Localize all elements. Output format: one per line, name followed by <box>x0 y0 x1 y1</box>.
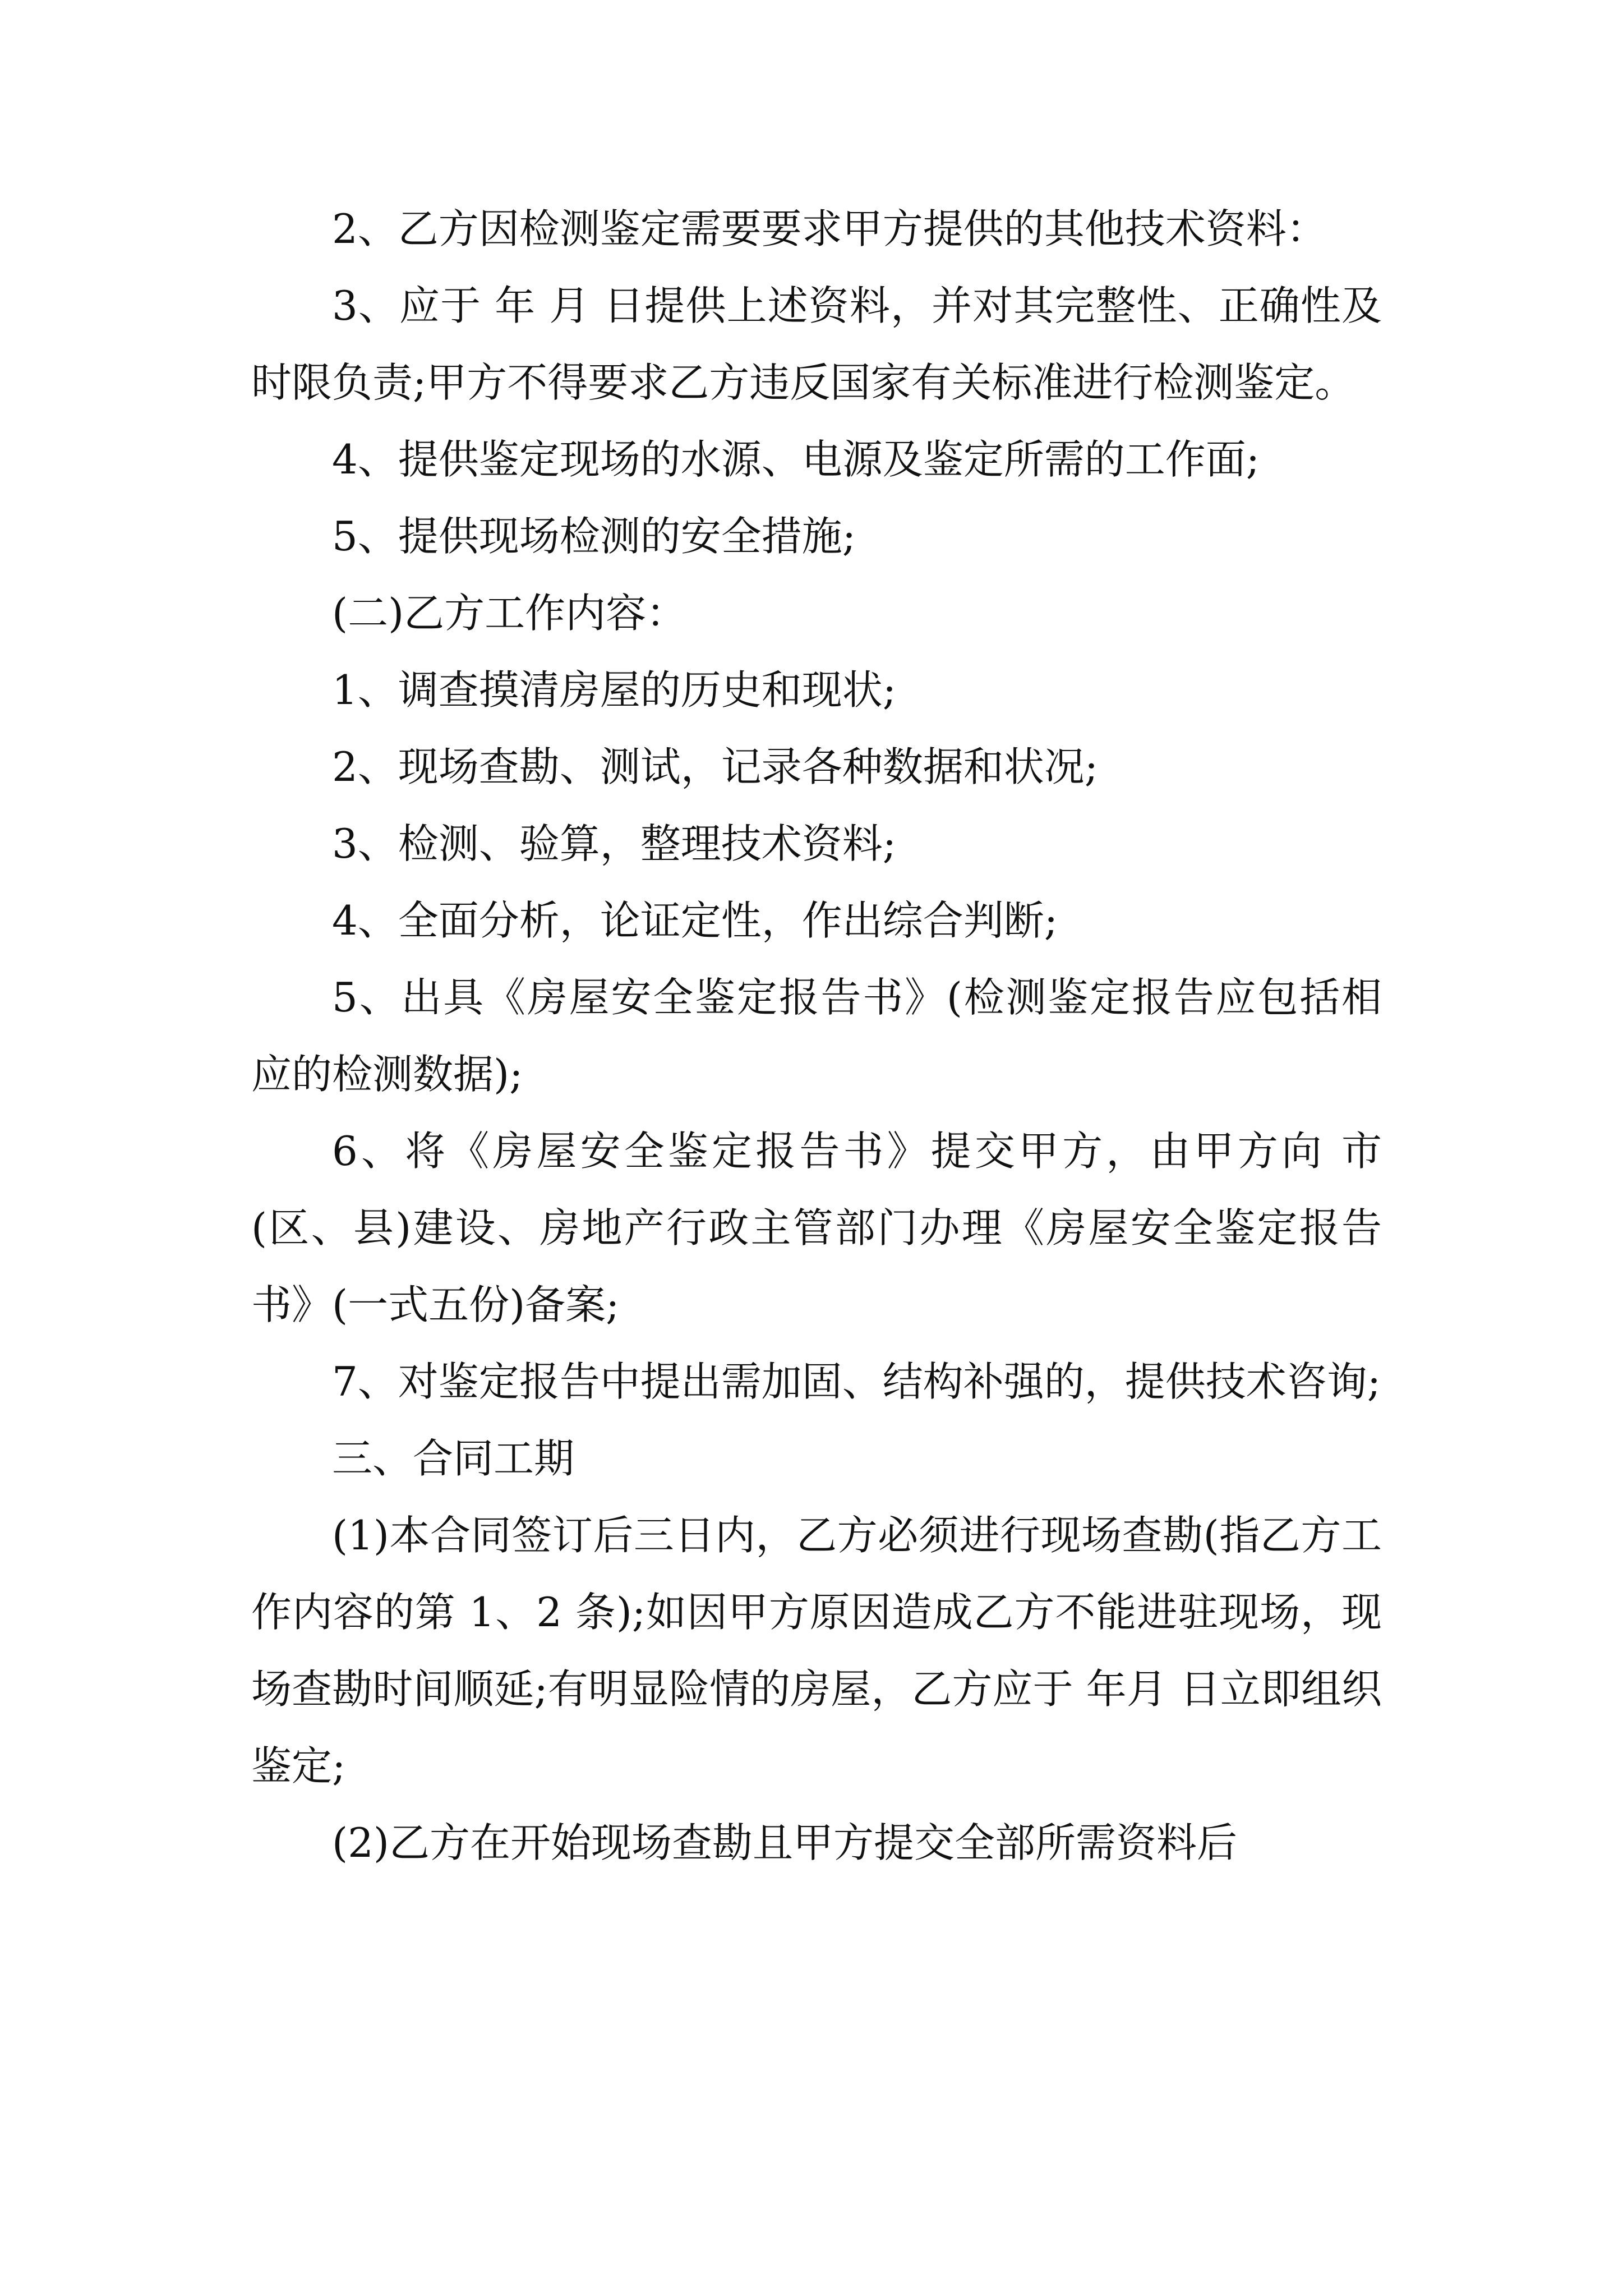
document-body <box>251 191 1382 1881</box>
paragraph-tech-materials: 2、乙方因检测鉴定需要要求甲方提供的其他技术资料： <box>332 205 1327 252</box>
paragraph-water-power: 4、提供鉴定现场的水源、电源及鉴定所需的工作面; <box>332 436 1260 483</box>
paragraph-survey-history: 1、调查摸清房屋的历史和现状; <box>332 666 897 714</box>
paragraph-testing-calculation: 3、检测、验算，整理技术资料; <box>332 820 897 867</box>
paragraph-site-inspection: 2、现场查勘、测试，记录各种数据和状况; <box>332 743 1099 790</box>
paragraph-technical-consulting: 7、对鉴定报告中提出需加固、结构补强的，提供技术咨询; <box>332 1358 1381 1405</box>
section-heading-party-b-work: (二)乙方工作内容： <box>332 590 687 637</box>
paragraph-period-item-2: (2)乙方在开始现场查勘且甲方提交全部所需资料后 <box>332 1819 1237 1866</box>
paragraph-analysis: 4、全面分析，论证定性，作出综合判断; <box>332 897 1058 944</box>
paragraph-period-item-1: (1)本合同签订后三日内，乙方必须进行现场查勘(指乙方工作内容的第 1、2 条);如因甲方原因造成乙方不能进驻现场，现场查勘时间顺延;有明显险情的房屋，乙方应于 年月 日立即组织鉴定; <box>251 1512 1382 1789</box>
paragraph-submit-report: 6、将《房屋安全鉴定报告书》提交甲方，由甲方向 市(区、县)建设、房地产行政主管部门办理《房屋安全鉴定报告书》(一式五份)备案; <box>251 1128 1382 1328</box>
paragraph-safety-measures: 5、提供现场检测的安全措施; <box>332 513 856 560</box>
paragraph-issue-report: 5、出具《房屋安全鉴定报告书》(检测鉴定报告应包括相应的检测数据); <box>251 974 1382 1098</box>
section-heading-contract-period: 三、合同工期 <box>332 1435 575 1482</box>
paragraph-provide-deadline: 3、应于 年 月 日提供上述资料，并对其完整性、正确性及时限负责;甲方不得要求乙方违反国家有关标准进行检测鉴定。 <box>251 282 1382 406</box>
